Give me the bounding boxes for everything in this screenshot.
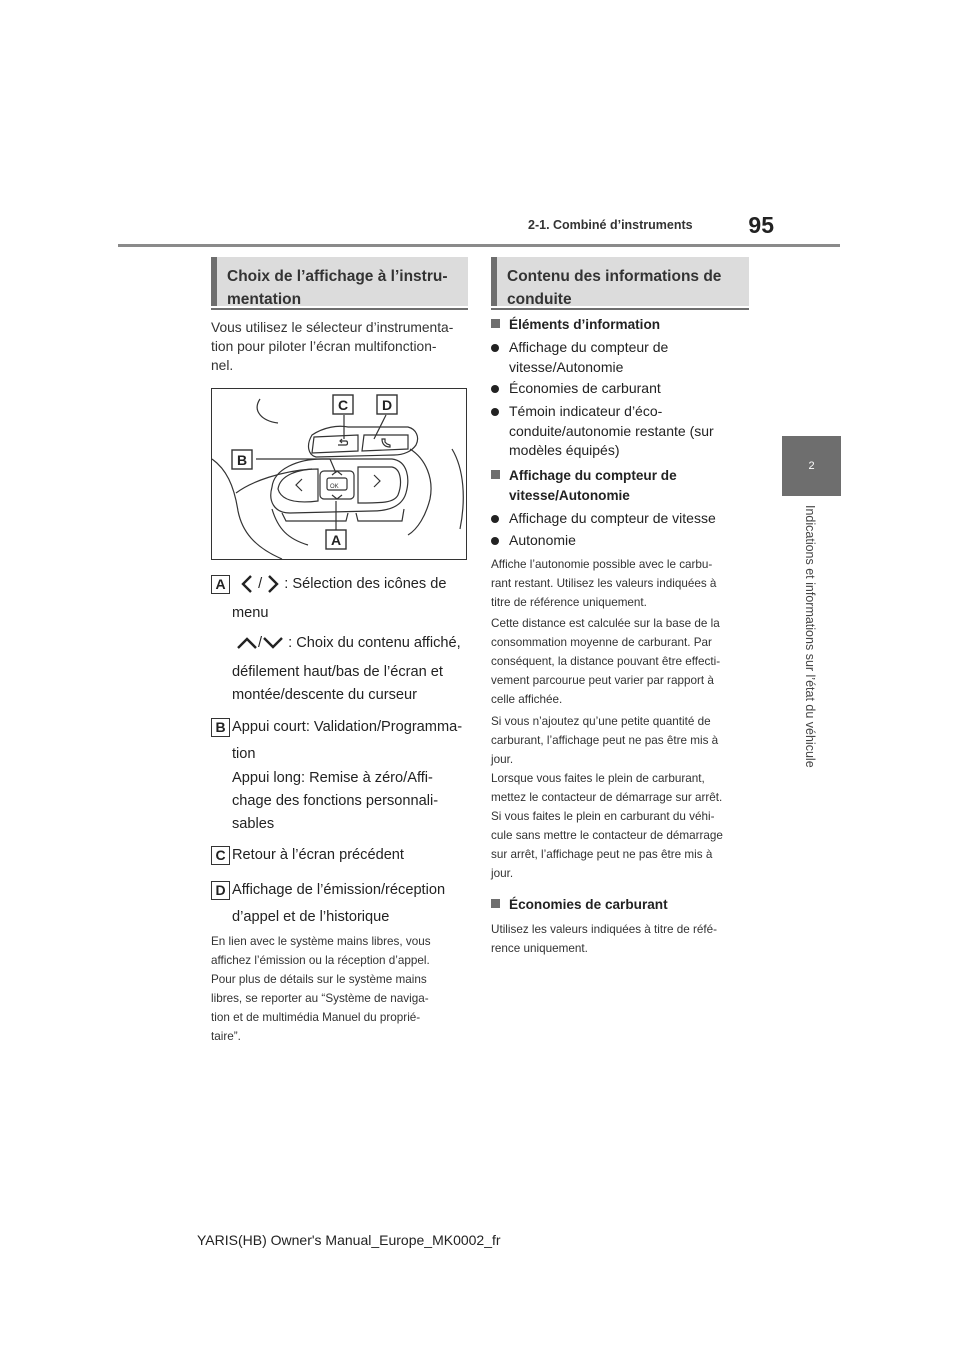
bullet-speedometer	[509, 338, 668, 377]
bullet-range	[509, 531, 576, 551]
intro-paragraph	[211, 318, 471, 375]
wheel-rim-right	[408, 449, 431, 535]
section-heading-display-choice	[211, 257, 468, 306]
item-b-line-2: tion	[232, 746, 256, 762]
para-line: carburant, l’affichage peut ne pas être mis à	[491, 734, 719, 747]
para-line: titre de référence uniquement.	[491, 596, 647, 609]
right-button	[358, 467, 400, 503]
square-bullet-icon	[491, 470, 500, 479]
chevron-left-icon	[296, 479, 302, 491]
bullet-line-1: Économies de carburant	[509, 380, 661, 396]
ok-text: OK	[330, 484, 339, 490]
item-label-c: C	[211, 846, 230, 865]
phone-button	[362, 435, 408, 451]
section-heading-driving-info	[491, 257, 749, 306]
bullet-dot-icon	[491, 408, 499, 416]
para-line: Si vous faites le plein en carburant du véhi-	[491, 810, 715, 823]
range-paragraph-2	[491, 614, 753, 709]
steering-switch-illustration	[212, 389, 466, 559]
item-d-line-1: Affichage de l’émission/réception	[232, 882, 446, 898]
note-line-4: libres, se reporter au “Système de naviga-	[211, 992, 429, 1005]
bullet-eco-indicator	[509, 402, 714, 461]
item-c-text: Retour à l’écran précédent	[232, 847, 404, 863]
para-line: Affiche l’autonomie possible avec le carbu-	[491, 558, 713, 571]
chevron-up-icon	[236, 636, 258, 650]
diagram-label-c: C	[338, 397, 349, 413]
item-a-line-5: montée/descente du curseur	[232, 687, 417, 703]
para-line: Cette distance est calculée sur la base de la	[491, 617, 720, 630]
para-line: conséquent, la distance pouvant être effecti-	[491, 655, 721, 668]
diagram-label-a: A	[331, 532, 342, 548]
note-line-2: affichez l’émission ou la réception d’appel.	[211, 954, 430, 967]
wheel-spoke-left	[212, 459, 282, 559]
bullet-line-2: conduite/autonomie restante (sur	[509, 422, 714, 439]
para-line: sur arrêt, l’affichage peut ne pas être mis à	[491, 848, 713, 861]
item-a-text: : Sélection des icônes de	[284, 576, 447, 592]
header-rule	[118, 244, 840, 247]
range-paragraph-3	[491, 712, 753, 883]
bullet-line-1: Autonomie	[509, 532, 576, 548]
para-line: cule sans mettre le contacteur de démarrage	[491, 829, 723, 842]
intro-line-3: nel.	[211, 358, 234, 373]
chevron-right-icon	[266, 574, 280, 594]
bullet-fuel-economy	[509, 379, 661, 399]
subheading-speedometer	[491, 466, 677, 506]
subheading-text: Économies de carburant	[509, 897, 668, 912]
item-b-line-5: sables	[232, 816, 275, 832]
subheading-info-items	[491, 315, 660, 335]
chevron-down-icon	[262, 636, 284, 650]
range-paragraph-1	[491, 555, 753, 612]
para-line: consommation moyenne de carburant. Par	[491, 636, 712, 649]
item-a-line-2: menu	[232, 605, 269, 621]
footer-manual-id: YARIS(HB) Owner's Manual_Europe_MK0002_fr	[197, 1232, 501, 1248]
bullet-dot-icon	[491, 515, 499, 523]
intro-line-2: tion pour piloter l’écran multifonction-	[211, 339, 437, 354]
chapter-number: 2	[808, 460, 815, 472]
left-note	[211, 932, 473, 1046]
subheading-text-2: vitesse/Autonomie	[509, 488, 630, 503]
chevron-up-icon	[332, 471, 342, 475]
para-line: Lorsque vous faites le plein de carburant,	[491, 772, 705, 785]
chevron-left-icon	[240, 574, 254, 594]
item-label-a: A	[211, 575, 230, 594]
back-arrow-icon	[338, 439, 348, 445]
para-line: rence uniquement.	[491, 942, 588, 955]
subheading-text: Affichage du compteur de	[509, 468, 677, 483]
item-b-line-1: Appui court: Validation/Programma-	[232, 719, 463, 735]
bullet-line-3: modèles équipés)	[509, 442, 620, 458]
left-button	[278, 469, 318, 502]
subheading-text: Éléments d’information	[509, 317, 661, 332]
note-line-6: taire”.	[211, 1030, 241, 1043]
heading-line-1: Contenu des informations de	[507, 268, 722, 285]
item-label-d: D	[211, 881, 230, 900]
separator-2: /	[258, 635, 263, 651]
diagram-label-d: D	[382, 397, 393, 413]
heading-rule	[491, 308, 749, 310]
separator: /	[258, 576, 263, 592]
para-line: jour.	[491, 867, 514, 880]
phone-icon	[382, 439, 390, 447]
para-line: Utilisez les valeurs indiquées à titre de réfé-	[491, 923, 718, 936]
page-number: 95	[748, 212, 774, 238]
bullet-speed	[509, 509, 716, 529]
square-bullet-icon	[491, 899, 500, 908]
item-b-line-4: chage des fonctions personnali-	[232, 793, 439, 809]
bullet-line-1: Affichage du compteur de vitesse	[509, 510, 716, 526]
item-label-b: B	[211, 718, 230, 737]
para-line: celle affichée.	[491, 693, 563, 706]
para-line: vement parcourue peut varier par rapport à	[491, 674, 714, 687]
chevron-right-icon	[374, 475, 380, 487]
intro-line-1: Vous utilisez le sélecteur d’instrumenta-	[211, 320, 454, 335]
bullet-line-1: Affichage du compteur de	[509, 339, 669, 355]
back-button	[312, 435, 358, 453]
item-d-line-2: d’appel et de l’historique	[232, 909, 390, 925]
para-line: Si vous n’ajoutez qu’une petite quantité de	[491, 715, 711, 728]
heading-rule	[211, 308, 468, 310]
bullet-line-1: Témoin indicateur d’éco-	[509, 403, 663, 419]
fuel-economy-paragraph	[491, 920, 753, 958]
para-line: mettez le contacteur de démarrage sur arrêt.	[491, 791, 723, 804]
diagram-label-b: B	[237, 452, 248, 468]
bullet-dot-icon	[491, 344, 499, 352]
item-a-line-1	[240, 573, 447, 595]
wheel-rim-top	[257, 399, 278, 423]
chapter-title: Indications et informations sur l’état du véhicule	[803, 505, 817, 768]
steering-switch-diagram	[211, 388, 467, 560]
bullet-line-2: vitesse/Autonomie	[509, 358, 624, 375]
bullet-dot-icon	[491, 537, 499, 545]
item-a-line-4: défilement haut/bas de l’écran et	[232, 664, 443, 680]
item-a-text-3: : Choix du contenu affiché,	[288, 635, 461, 651]
square-bullet-icon	[491, 319, 500, 328]
item-a-line-3	[236, 632, 461, 654]
note-line-3: Pour plus de détails sur le système mains	[211, 973, 427, 986]
subheading-fuel-economy	[491, 895, 668, 915]
running-header: 2-1. Combiné d’instruments	[528, 218, 693, 232]
heading-line-2: mentation	[227, 291, 302, 308]
para-line: rant restant. Utilisez les valeurs indiquées à	[491, 577, 717, 590]
note-line-1: En lien avec le système mains libres, vous	[211, 935, 431, 948]
bullet-dot-icon	[491, 385, 499, 393]
heading-line-2: conduite	[507, 291, 572, 308]
item-b-line-3: Appui long: Remise à zéro/Affi-	[232, 770, 433, 786]
para-line: jour.	[491, 753, 514, 766]
note-line-5: tion et de multimédia Manuel du proprié-	[211, 1011, 421, 1024]
chapter-tab	[782, 436, 841, 496]
heading-line-1: Choix de l’affichage à l’instru-	[227, 268, 448, 285]
chevron-down-icon	[332, 495, 342, 499]
